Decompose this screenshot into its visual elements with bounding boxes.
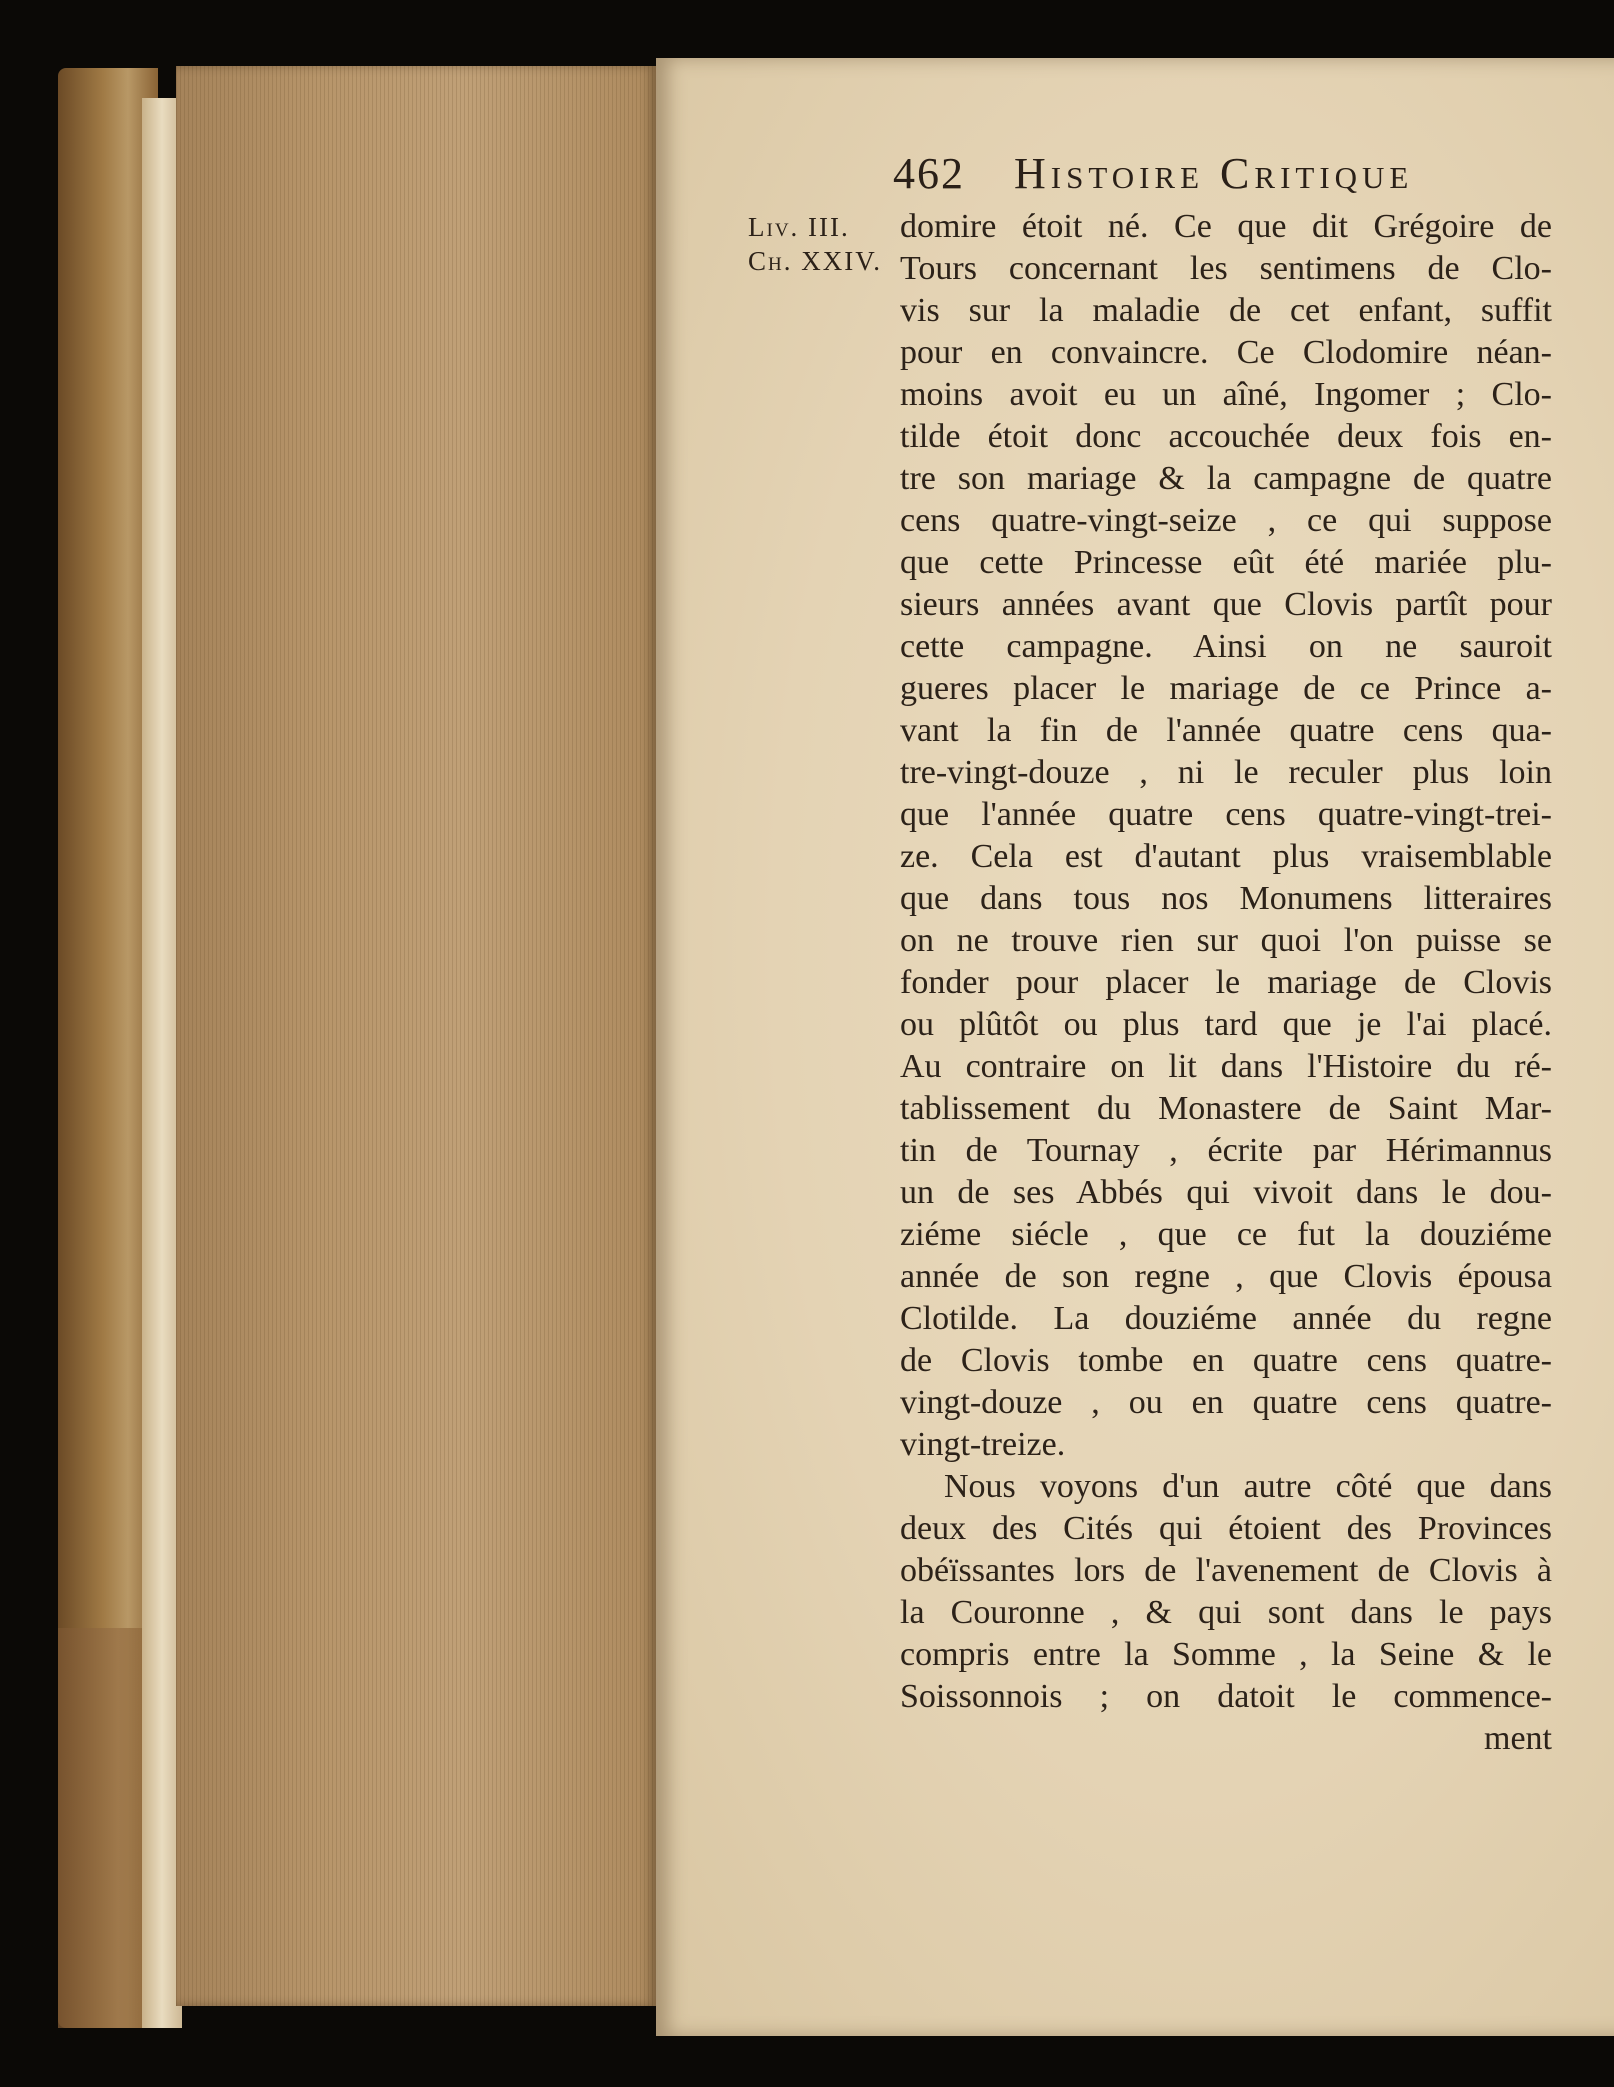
text-line: cette campagne. Ainsi on ne sauroit	[900, 628, 1552, 665]
text-line: sieurs années avant que Clovis partît pour	[900, 586, 1552, 623]
margin-note	[748, 210, 898, 278]
text-line: que cette Princesse eût été mariée plu-	[900, 544, 1552, 581]
paragraph-end-line: vingt-treize.	[900, 1426, 1066, 1463]
page-number: 462	[893, 149, 965, 198]
text-line: moins avoit eu un aîné, Ingomer ; Clo-	[900, 376, 1552, 413]
margin-note-book: Liv. III.	[748, 212, 850, 242]
text-line: pour en convaincre. Ce Clodomire néan-	[900, 334, 1552, 371]
text-line: Au contraire on lit dans l'Histoire du ré-	[900, 1048, 1552, 1085]
text-line: Tours concernant les sentimens de Clo-	[900, 250, 1552, 287]
text-line: vis sur la maladie de cet enfant, suffit	[900, 292, 1552, 329]
text-line: cens quatre-vingt-seize , ce qui suppose	[900, 502, 1552, 539]
text-line: ze. Cela est d'autant plus vraisemblable	[900, 838, 1552, 875]
text-line: ziéme siécle , que ce fut la douziéme	[900, 1216, 1552, 1253]
text-line: Clotilde. La douziéme année du regne	[900, 1300, 1552, 1337]
text-line: année de son regne , que Clovis épousa	[900, 1258, 1552, 1295]
text-line: vant la fin de l'année quatre cens qua-	[900, 712, 1552, 749]
text-line: la Couronne , & qui sont dans le pays	[900, 1594, 1552, 1631]
text-line: gueres placer le mariage de ce Prince a-	[900, 670, 1552, 707]
text-line: vingt-douze , ou en quatre cens quatre-	[900, 1384, 1552, 1421]
text-line: compris entre la Somme , la Seine & le	[900, 1636, 1552, 1673]
text-line: que l'année quatre cens quatre-vingt-trei-	[900, 796, 1552, 833]
text-line: que dans tous nos Monumens litteraires	[900, 880, 1552, 917]
running-header	[893, 148, 1513, 199]
text-line: tre-vingt-douze , ni le reculer plus loin	[900, 754, 1552, 791]
catchword: ment	[1484, 1720, 1552, 1757]
text-line: de Clovis tombe en quatre cens quatre-	[900, 1342, 1552, 1379]
text-line: on ne trouve rien sur quoi l'on puisse se	[900, 922, 1552, 959]
running-title: Histoire Critique	[1014, 149, 1414, 198]
text-line: tin de Tournay , écrite par Hérimannus	[900, 1132, 1552, 1169]
text-line: tablissement du Monastere de Saint Mar-	[900, 1090, 1552, 1127]
text-line: Soissonnois ; on datoit le commence-	[900, 1678, 1552, 1715]
text-line: un de ses Abbés qui vivoit dans le dou-	[900, 1174, 1552, 1211]
text-line: tilde étoit donc accouchée deux fois en-	[900, 418, 1552, 455]
text-line: tre son mariage & la campagne de quatre	[900, 460, 1552, 497]
text-line: ou plûtôt ou plus tard que je l'ai placé.	[900, 1006, 1552, 1043]
text-line: fonder pour placer le mariage de Clovis	[900, 964, 1552, 1001]
text-line: deux des Cités qui étoient des Provinces	[900, 1510, 1552, 1547]
page-edges	[176, 66, 656, 2006]
text-line: domire étoit né. Ce que dit Grégoire de	[900, 208, 1552, 245]
paragraph-start-line: Nous voyons d'un autre côté que dans	[944, 1468, 1552, 1505]
body-text	[900, 206, 1552, 1760]
margin-note-chapter: Ch. XXIV.	[748, 246, 882, 276]
text-line: obéïssantes lors de l'avenement de Clovis à	[900, 1552, 1552, 1589]
